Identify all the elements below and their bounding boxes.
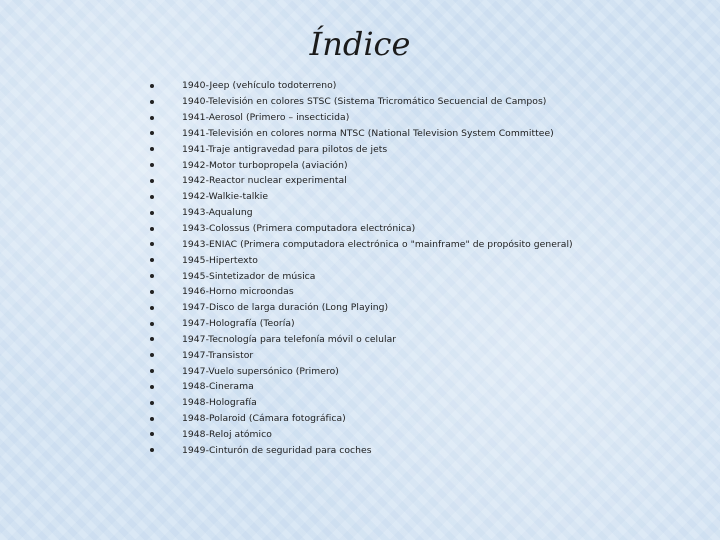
bullet-icon [150,258,154,262]
bullet-icon [150,227,154,231]
list-item-text: 1943-ENIAC (Primera computadora electrónica o "mainframe" de propósito general) [182,238,573,250]
bullet-icon [150,195,154,199]
list-item-text: 1948-Reloj atómico [182,428,272,440]
bullet-icon [150,448,154,452]
list-item-text: 1941-Televisión en colores norma NTSC (National Television System Committee) [182,127,554,139]
bullet-icon [150,147,154,151]
list-item-text: 1941-Aerosol (Primero – insecticida) [182,112,350,124]
list-item-text: 1947-Holografía (Teoría) [182,318,295,330]
bullet-icon [150,306,154,310]
list-item-text: 1941-Traje antigravedad para pilotos de jets [182,143,388,155]
bullet-icon [150,131,154,135]
list-item-text: 1945-Sintetizador de música [182,270,316,282]
bullet-icon [150,163,154,167]
bullet-icon [150,100,154,104]
list-item-text: 1947-Transistor [182,349,254,361]
list-item-text: 1940-Televisión en colores STSC (Sistema Tricromático Secuencial de Campos) [182,96,547,108]
list-item-text: 1948-Cinerama [182,381,254,393]
bullet-icon [150,369,154,373]
bullet-icon [150,242,154,246]
list-item-text: 1942-Motor turbopropela (aviación) [182,159,348,171]
list-item-text: 1942-Walkie-talkie [182,191,269,203]
list-item-text: 1940-Jeep (vehículo todoterreno) [182,80,337,92]
bullet-icon [150,322,154,326]
list-item-text: 1947-Disco de larga duración (Long Playing) [182,302,389,314]
bullet-icon [150,290,154,294]
bullet-icon [150,337,154,341]
list-item-text: 1942-Reactor nuclear experimental [182,175,347,187]
list-item-text: 1948-Holografía [182,397,257,409]
list-item-text: 1943-Colossus (Primera computadora electrónica) [182,223,416,235]
bullet-icon [150,179,154,183]
list-item-text: 1946-Horno microondas [182,286,294,298]
bullet-icon [150,84,154,88]
list-item-text: 1943-Aqualung [182,207,253,219]
list-item-text: 1949-Cinturón de seguridad para coches [182,444,372,456]
list-item-text: 1947-Tecnología para telefonía móvil o celular [182,333,397,345]
list-item-text: 1947-Vuelo supersónico (Primero) [182,365,339,377]
bullet-icon [150,432,154,436]
bullet-icon [150,353,154,357]
bullet-icon [150,274,154,278]
bullet-icon [150,385,154,389]
bullet-icon [150,211,154,215]
list-item-text: 1948-Polaroid (Cámara fotográfica) [182,413,346,425]
bullet-icon [150,417,154,421]
slide-title: Índice [309,25,411,63]
bullet-icon [150,401,154,405]
bullet-icon [150,116,154,120]
list-item-text: 1945-Hipertexto [182,254,258,266]
